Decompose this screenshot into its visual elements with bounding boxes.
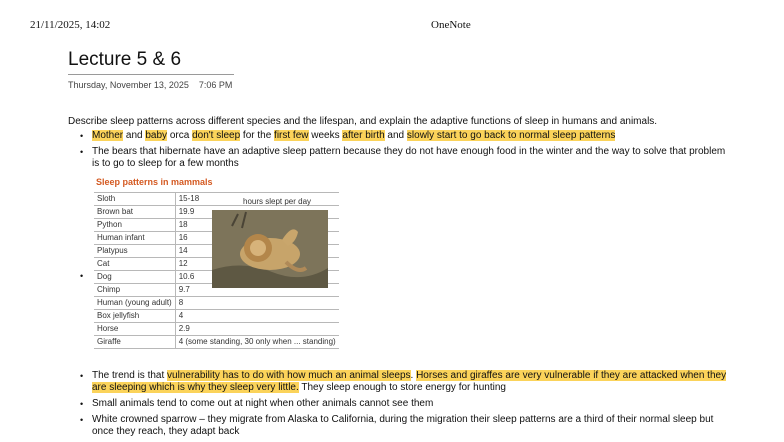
note-content[interactable] <box>68 116 728 442</box>
text-run: orca <box>167 130 193 141</box>
bullet-icon: • <box>80 271 84 281</box>
table-row <box>94 323 339 336</box>
animal-cell: Human (young adult) <box>94 297 175 310</box>
print-datetime: 21/11/2025, 14:02 <box>30 19 111 31</box>
hours-cell: 12 <box>175 258 338 271</box>
bullet-icon: • <box>80 371 84 381</box>
text-run: weeks <box>308 130 343 141</box>
hours-cell: 10.6 <box>175 271 338 284</box>
bullet-icon: • <box>80 147 84 157</box>
animal-cell: Dog <box>94 271 175 284</box>
text-run: The bears that hibernate have an adaptive sleep pattern because they do not have enough food in the winter and the way to solve that problem is to go to sleep for a few months <box>92 146 726 169</box>
list-item <box>68 398 728 410</box>
list-item <box>68 370 728 394</box>
hours-cell: 15-18 <box>175 193 338 206</box>
table-row <box>94 336 339 349</box>
highlight: don't sleep <box>192 130 241 141</box>
hours-cell: 16 <box>175 232 338 245</box>
table-row <box>94 310 339 323</box>
animal-cell: Platypus <box>94 245 175 258</box>
print-app-name: OneNote <box>431 19 471 31</box>
text-run: White crowned sparrow – they migrate from Alaska to California, during the migration their sleep patterns are a third of their normal sleep but once they reach, they adapt back <box>92 414 714 437</box>
list-item <box>68 146 728 170</box>
highlight: first few <box>274 130 309 141</box>
text-run: for the <box>240 130 275 141</box>
text-run: Small animals tend to come out at night when other animals cannot see them <box>92 398 434 409</box>
bullet-icon: • <box>80 415 84 425</box>
list-item <box>68 414 728 438</box>
list-item-image <box>68 174 728 366</box>
animal-cell: Box jellyfish <box>94 310 175 323</box>
text-run: and <box>384 130 407 141</box>
page-title: Lecture 5 & 6 <box>68 49 234 75</box>
highlight: Mother <box>92 130 124 141</box>
page-date: Thursday, November 13, 2025 <box>68 80 189 90</box>
sleep-patterns-image[interactable] <box>94 176 336 362</box>
figure-title: Sleep patterns in mammals <box>96 177 213 187</box>
highlight: baby <box>145 130 168 141</box>
highlight: vulnerability has to do with how much an animal sleeps <box>167 370 411 381</box>
hours-cell: 8 <box>175 297 338 310</box>
text-run: They sleep enough to store energy for hunting <box>298 382 506 393</box>
highlight: Horses and giraffes are very vulnerable if they are attacked when they are sleeping which is why they sleep very little. <box>92 370 727 393</box>
list-item <box>68 130 728 142</box>
intro-paragraph: Describe sleep patterns across different species and the lifespan, and explain the adaptive functions of sleep in humans and animals. <box>68 116 658 127</box>
bullet-icon: • <box>80 399 84 409</box>
animal-cell: Chimp <box>94 284 175 297</box>
text-run: . <box>410 370 417 381</box>
highlight: after birth <box>342 130 385 141</box>
animal-cell: Giraffe <box>94 336 175 349</box>
hours-cell: 4 <box>175 310 338 323</box>
table-row <box>94 297 339 310</box>
hours-cell: 9.7 <box>175 284 338 297</box>
page-time: 7:06 PM <box>198 80 233 90</box>
animal-cell: Horse <box>94 323 175 336</box>
lion-icon <box>212 210 328 288</box>
hours-cell: 14 <box>175 245 338 258</box>
animal-cell: Python <box>94 219 175 232</box>
animal-cell: Cat <box>94 258 175 271</box>
animal-cell: Sloth <box>94 193 175 206</box>
hours-label: hours slept per day <box>243 197 312 206</box>
bullet-list <box>68 130 728 438</box>
hours-cell: 19.9 <box>175 206 338 219</box>
hours-cell: 2.9 <box>175 323 338 336</box>
text-run: The trend is that <box>92 370 168 381</box>
animal-cell: Human infant <box>94 232 175 245</box>
text-run: and <box>123 130 146 141</box>
hours-cell: 4 (some standing, 30 only when ... standing) <box>175 336 338 349</box>
highlight: slowly start to go back to normal sleep patterns <box>406 130 616 141</box>
sleeping-lion-photo <box>212 210 328 288</box>
page-meta <box>68 80 232 90</box>
print-header <box>0 19 784 33</box>
hours-cell: 18 <box>175 219 338 232</box>
bullet-icon: • <box>80 131 84 141</box>
animal-cell: Brown bat <box>94 206 175 219</box>
